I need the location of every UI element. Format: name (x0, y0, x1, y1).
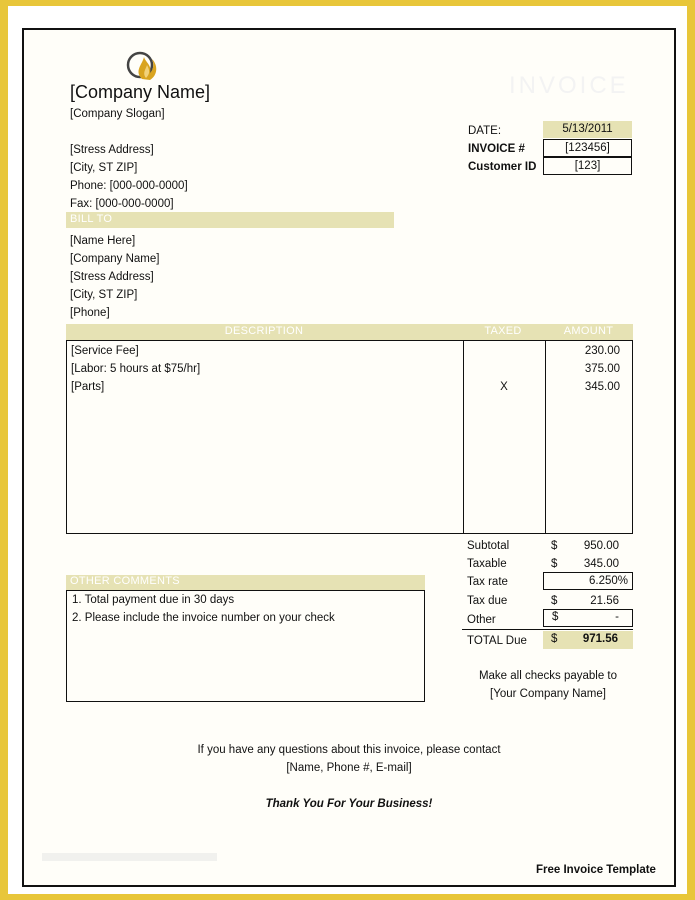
questions-line: If you have any questions about this invoice, please contact (197, 744, 501, 756)
item-description: [Service Fee] (71, 345, 139, 357)
other-value-box (543, 609, 633, 627)
flame-logo-icon (124, 45, 164, 85)
total-divider (462, 629, 633, 630)
bill-to-line: [Name Here] (70, 235, 136, 247)
total-due-box (543, 631, 633, 649)
taxable-value: 345.00 (583, 558, 619, 570)
company-name: [Company Name] (70, 82, 211, 102)
bill-to-line: [City, ST ZIP] (70, 289, 138, 301)
subtotal-currency: $ (551, 540, 558, 552)
item-amount: 375.00 (584, 363, 620, 375)
item-description: [Parts] (71, 381, 105, 393)
subtotal-value: 950.00 (583, 540, 619, 552)
description-header: DESCRIPTION (224, 325, 304, 337)
comment-line: 1. Total payment due in 30 days (72, 594, 235, 606)
total-due-value: 971.56 (582, 633, 618, 645)
template-label: Free Invoice Template (536, 864, 656, 876)
customer-id-label: Customer ID (468, 161, 537, 173)
date-value: 5/13/2011 (543, 121, 632, 138)
bill-to-header: BILL TO (70, 213, 113, 225)
company-fax: Fax: [000-000-0000] (70, 198, 174, 210)
bill-to-line: [Stress Address] (70, 271, 154, 283)
items-table-body (66, 340, 633, 534)
company-slogan: [Company Slogan] (70, 108, 165, 120)
company-phone: Phone: [000-000-0000] (70, 180, 188, 192)
item-amount: 345.00 (584, 381, 620, 393)
bill-to-line: [Phone] (70, 307, 110, 319)
invoice-frame (22, 28, 676, 887)
taxable-currency: $ (551, 558, 558, 570)
item-description: [Labor: 5 hours at $75/hr] (71, 363, 201, 375)
watermark-bar (42, 853, 217, 861)
bill-to-line: [Company Name] (70, 253, 160, 265)
taxable-label: Taxable (467, 558, 507, 570)
comments-header-bar (66, 575, 425, 590)
invoice-number-label: INVOICE # (468, 143, 525, 155)
comments-box (66, 590, 425, 702)
invoice-page (8, 6, 687, 894)
payable-company: [Your Company Name] (490, 688, 606, 700)
payable-line: Make all checks payable to (478, 670, 618, 682)
other-label: Other (467, 614, 496, 626)
invoice-title: INVOICE (509, 72, 629, 99)
company-address-line: [Stress Address] (70, 144, 154, 156)
bill-to-header-bar (66, 212, 394, 228)
comment-line: 2. Please include the invoice number on your check (72, 612, 335, 624)
date-label: DATE: (468, 125, 502, 137)
taxed-header: TAXED (484, 325, 522, 337)
contact-line: [Name, Phone #, E-mail] (286, 762, 412, 774)
company-address-line: [City, ST ZIP] (70, 162, 138, 174)
items-table-header (66, 324, 633, 340)
total-due-currency: $ (551, 633, 558, 645)
tax-rate-label: Tax rate (467, 576, 508, 588)
total-due-label: TOTAL Due (467, 635, 527, 647)
tax-due-value: 21.56 (590, 595, 619, 607)
invoice-number-value: [123456] (543, 139, 632, 157)
tax-rate-value: 6.250% (543, 572, 633, 590)
customer-id-value: [123] (543, 157, 632, 175)
item-taxed-mark: X (500, 381, 508, 393)
other-currency: $ (552, 611, 559, 623)
tax-due-label: Tax due (467, 595, 508, 607)
other-value: - (615, 611, 619, 623)
comments-header: OTHER COMMENTS (70, 575, 180, 587)
thank-you-line: Thank You For Your Business! (265, 798, 433, 810)
subtotal-label: Subtotal (467, 540, 510, 552)
tax-due-currency: $ (551, 595, 558, 607)
column-divider (463, 341, 464, 533)
item-amount: 230.00 (584, 345, 620, 357)
amount-header: AMOUNT (563, 325, 614, 337)
